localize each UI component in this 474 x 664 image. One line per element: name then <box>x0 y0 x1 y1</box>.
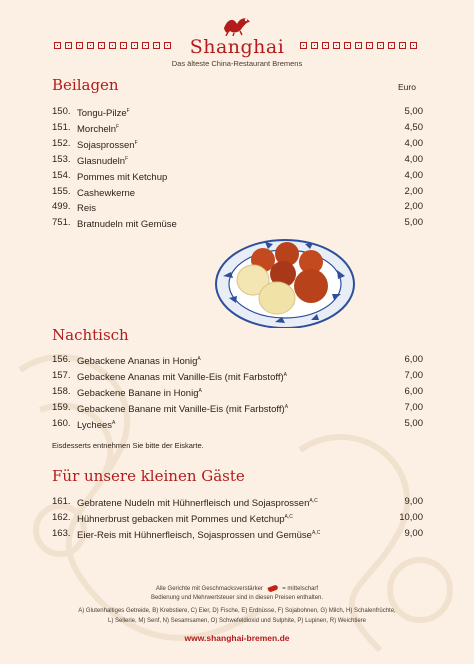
dragon-logo-icon <box>222 14 252 36</box>
item-number: 153. <box>52 153 71 165</box>
menu-item-row <box>52 400 423 415</box>
item-name: Lychees$^A$ <box>77 419 116 431</box>
item-name: Bratnudeln mit Gemüse <box>77 219 177 231</box>
item-number: 161. <box>52 496 71 507</box>
item-name: Sojasprossen$^F$ <box>77 139 138 151</box>
menu-item-row <box>52 494 423 509</box>
menu-item-row <box>52 199 423 214</box>
allergen-code: F <box>126 108 130 114</box>
item-number: 156. <box>52 354 71 365</box>
item-name: Cashewkerne <box>77 187 136 199</box>
item-number: 160. <box>52 417 71 429</box>
section-title-kinder: Für unsere kleinen Gäste <box>52 467 245 485</box>
footer-msg-note: Alle Gerichte mit Geschmacksverstärker <box>155 586 263 593</box>
item-price: 5,00 <box>404 217 423 229</box>
item-price: 10,00 <box>399 511 423 523</box>
menu-item-row <box>52 168 423 183</box>
item-price: 2,00 <box>404 201 423 213</box>
footer-spicy-note: = mittelscharf <box>282 586 319 593</box>
item-number: 162. <box>52 511 71 523</box>
item-number: 163. <box>52 527 71 539</box>
item-number: 155. <box>52 185 71 197</box>
menu-item-row <box>52 368 423 383</box>
dessert-plate-image <box>215 236 355 328</box>
allergen-code: A <box>197 356 201 362</box>
item-number: 157. <box>52 369 71 381</box>
item-name: Tongu-Pilze$^F$ <box>77 108 130 120</box>
menu-item-row <box>52 416 423 431</box>
menu-item-row <box>52 526 423 541</box>
item-number: 151. <box>52 121 71 133</box>
item-number: 499. <box>52 201 71 213</box>
item-name: Gebackene Ananas in Honig$^A$ <box>77 356 201 368</box>
item-number: 154. <box>52 169 71 181</box>
item-price: 6,00 <box>404 385 423 397</box>
item-number: 158. <box>52 385 71 397</box>
item-name: Pommes mit Ketchup <box>77 171 168 183</box>
allergen-code: F <box>125 155 129 162</box>
allergen-code: A,C <box>311 529 321 536</box>
allergen-code: A,C <box>309 498 318 504</box>
website-link[interactable]: www.shanghai-bremen.de <box>184 633 290 643</box>
item-price: 9,00 <box>404 527 423 539</box>
item-number: 751. <box>52 217 71 229</box>
item-name: Glasnudeln$^F$ <box>77 155 129 167</box>
item-name: Gebratene Nudeln mit Hühnerfleisch und Sojasprossen$^{A,C}$ <box>77 498 318 510</box>
allergen-code: A <box>198 387 202 394</box>
item-price: 4,00 <box>404 137 423 149</box>
menu-item-row <box>52 184 423 199</box>
item-price: 9,00 <box>404 496 423 507</box>
menu-item-row <box>52 384 423 399</box>
allergen-code: F <box>116 123 120 130</box>
item-price: 4,00 <box>404 169 423 181</box>
menu-item-row <box>52 215 423 230</box>
eiskarte-note: Eisdesserts entnehmen Sie bitte der Eiskarte. <box>52 441 204 450</box>
item-price: 5,00 <box>404 417 423 429</box>
item-number: 150. <box>52 106 71 117</box>
allergen-legend-2: L) Sellerie, M) Senf, N) Sesamsamen, O) Schwefeldioxid und Sulphite, P) Lupinen, R) Weichtiere <box>107 618 366 624</box>
menu-item-row <box>52 152 423 167</box>
item-name: Reis <box>77 203 97 215</box>
allergen-code: F <box>134 139 138 146</box>
menu-item-row <box>52 104 423 119</box>
allergen-legend-1: A) Glutenhaltiges Getreide, B) Krebstiere, C) Eier, D) Fische, E) Erdnüsse, F) Sojabohnen, G) Milch, H) Schalenfrüchte, <box>78 608 396 614</box>
item-price: 7,00 <box>404 401 423 413</box>
item-name: Morcheln$^F$ <box>77 123 120 136</box>
restaurant-name: Shanghai <box>189 36 285 58</box>
currency-label: Euro <box>398 82 416 92</box>
item-price: 5,00 <box>404 106 423 117</box>
item-number: 159. <box>52 401 71 413</box>
menu-item-row <box>52 352 423 367</box>
item-name: Gebackene Banane mit Vanille-Eis (mit Farbstoff)$^A$ <box>77 403 289 415</box>
item-price: 7,00 <box>404 369 423 381</box>
footer-line-1 <box>0 586 474 592</box>
footer-line-2: Bedienung und Mehrwertsteuer sind in diesen Preisen enthalten. <box>150 595 324 601</box>
item-name: Eier-Reis mit Hühnerfleisch, Sojasprossen und Gemüse$^{A,C}$ <box>77 529 321 541</box>
item-price: 6,00 <box>404 354 423 365</box>
allergen-code: A,C <box>284 513 293 520</box>
allergen-code: A <box>283 371 287 378</box>
menu-item-row <box>52 120 423 135</box>
restaurant-subtitle: Das älteste China-Restaurant Bremens <box>171 59 303 68</box>
item-price: 4,50 <box>404 121 423 133</box>
item-price: 2,00 <box>404 185 423 197</box>
item-price: 4,00 <box>404 153 423 165</box>
item-name: Gebackene Banane in Honig$^A$ <box>77 387 202 399</box>
item-name: Hühnerbrust gebacken mit Pommes und Ketchup$^{A,C}$ <box>77 513 293 526</box>
menu-item-row <box>52 510 423 525</box>
item-number: 152. <box>52 137 71 149</box>
menu-item-row <box>52 136 423 151</box>
item-name: Gebackene Ananas mit Vanille-Eis (mit Farbstoff)$^A$ <box>77 371 287 384</box>
section-title-beilagen: Beilagen <box>52 76 119 94</box>
section-title-nachtisch: Nachtisch <box>52 326 129 344</box>
allergen-code: A <box>112 419 116 426</box>
chili-icon <box>267 584 278 592</box>
allergen-code: A <box>284 403 289 410</box>
